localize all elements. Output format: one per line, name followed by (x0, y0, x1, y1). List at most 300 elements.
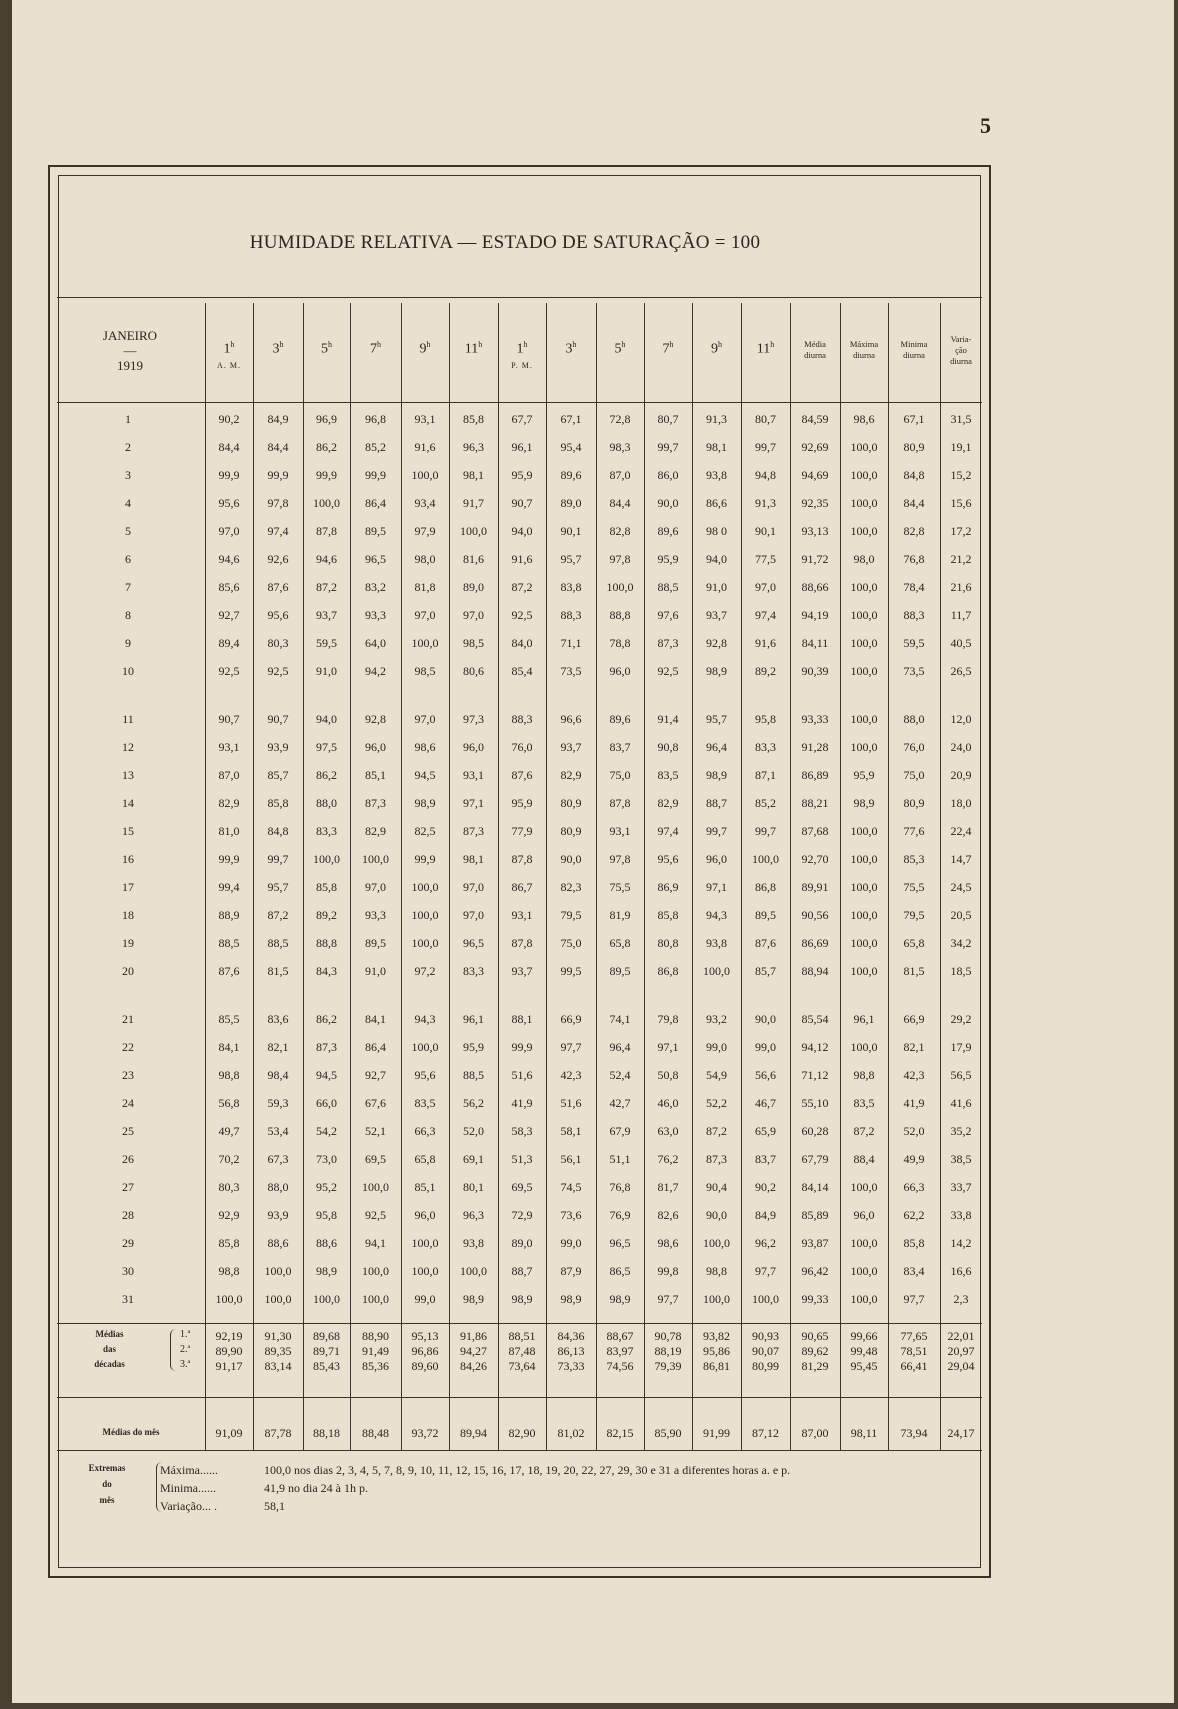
table-cell: 99,5 (560, 964, 582, 978)
table-cell: 100,0 (850, 1292, 878, 1306)
table-cell: 69,5 (511, 1180, 533, 1194)
table-cell: 92,5 (267, 664, 289, 678)
table-cell: 89,6 (560, 468, 582, 482)
table-cell: 100,0 (313, 852, 340, 866)
table-cell: 14,7 (950, 852, 972, 866)
table-cell: 99,9 (365, 468, 386, 482)
table-cell: 65,9 (755, 1124, 776, 1138)
table-cell: 70,2 (218, 1152, 240, 1166)
table-cell: 88,8 (316, 936, 337, 950)
table-cell: 94,6 (218, 552, 240, 566)
table-cell: 34,2 (950, 936, 972, 950)
table-cell: 97,1 (706, 880, 727, 894)
decade-label: 1.ª (180, 1329, 191, 1340)
table-cell: 100,0 (703, 1292, 730, 1306)
table-cell: 86,7 (511, 880, 533, 894)
table-cell: 92,7 (218, 608, 240, 622)
table-cell: 87,3 (706, 1152, 727, 1166)
decade-cell: 88,67 (606, 1329, 634, 1343)
table-cell: 92,8 (706, 636, 727, 650)
decade-cell: 87,48 (508, 1344, 536, 1358)
table-cell: 85,8 (267, 796, 289, 810)
table-cell: 85,8 (657, 908, 679, 922)
table-cell: 56,5 (950, 1068, 972, 1082)
table-cell: 29,2 (950, 1012, 972, 1026)
decade-cell: 84,36 (557, 1329, 585, 1343)
table-cell: 85,89 (801, 1208, 829, 1222)
table-cell: 97,0 (218, 524, 240, 538)
table-cell: 95,4 (560, 440, 582, 454)
table-cell: 100,0 (752, 852, 779, 866)
table-cell: 100,0 (411, 1236, 439, 1250)
table-cell: 85,7 (267, 768, 289, 782)
table-cell: 93,4 (414, 496, 436, 510)
header-hour-12 (741, 330, 790, 380)
table-cell: 93,7 (316, 608, 337, 622)
table-cell: 53,4 (267, 1124, 289, 1138)
table-cell: 52,4 (609, 1068, 631, 1082)
table-cell: 94,1 (365, 1236, 386, 1250)
table-cell: 100,0 (411, 1264, 439, 1278)
header-hour-10 (644, 330, 692, 380)
table-cell: 85,8 (316, 880, 337, 894)
table-cell: 85,7 (755, 964, 776, 978)
table-cell: 93,9 (267, 1208, 289, 1222)
month-average-cell: 82,15 (606, 1426, 634, 1440)
month-average-label: Médias do mês (102, 1427, 160, 1437)
table-cell: 21,6 (950, 580, 972, 594)
table-cell: 16,6 (950, 1264, 972, 1278)
table-cell: 56,6 (755, 1068, 776, 1082)
day-number: 18 (122, 908, 134, 922)
table-cell: 38,5 (950, 1152, 972, 1166)
table-cell: 51,6 (511, 1068, 533, 1082)
table-cell: 98,9 (609, 1292, 631, 1306)
table-cell: 89,0 (463, 580, 484, 594)
header-hour-2 (253, 330, 303, 380)
table-cell: 83,5 (853, 1096, 875, 1110)
table-cell: 89,0 (511, 1236, 533, 1250)
table-cell: 96,0 (853, 1208, 875, 1222)
table-cell: 76,9 (609, 1208, 631, 1222)
decade-cell: 20,97 (947, 1344, 975, 1358)
table-cell: 84,1 (218, 1040, 240, 1054)
header-hour-1 (205, 330, 253, 380)
day-number: 21 (122, 1012, 134, 1026)
table-cell: 99,9 (414, 852, 436, 866)
table-cell: 24,0 (950, 740, 972, 754)
table-cell: 92,70 (801, 852, 829, 866)
day-number: 27 (122, 1180, 134, 1194)
table-cell: 97,8 (609, 552, 631, 566)
header-top-rule (57, 297, 982, 298)
table-cell: 99,9 (218, 852, 240, 866)
decade-cell: 99,48 (850, 1344, 878, 1358)
table-cell: 95,7 (267, 880, 289, 894)
table-cell: 100,0 (850, 1264, 878, 1278)
table-cell: 46,0 (657, 1096, 679, 1110)
table-cell: 91,0 (316, 664, 337, 678)
table-cell: 15,6 (950, 496, 972, 510)
table-cell: 69,1 (463, 1152, 484, 1166)
table-cell: 95,2 (316, 1180, 337, 1194)
hour-label: 7$^h$ (370, 339, 381, 357)
table-cell: 93,33 (801, 712, 829, 726)
decade-cell: 91,86 (460, 1329, 487, 1343)
table-cell: 81,0 (218, 824, 240, 838)
table-cell: 98,1 (463, 852, 484, 866)
day-number: 19 (122, 936, 134, 950)
table-cell: 92,35 (801, 496, 829, 510)
day-number: 4 (125, 496, 131, 510)
table-cell: 100,0 (411, 880, 439, 894)
table-cell: 96,0 (609, 664, 631, 678)
hour-label: 1$^h$ (516, 339, 528, 357)
table-cell: 86,4 (365, 496, 386, 510)
table-cell: 66,9 (560, 1012, 582, 1026)
table-cell: 80,9 (903, 796, 925, 810)
table-cell: 100,0 (703, 1236, 730, 1250)
month-average-cell: 88,18 (313, 1426, 340, 1440)
table-cell: 100,0 (411, 1040, 439, 1054)
table-cell: 96,3 (463, 1208, 484, 1222)
table-cell: 40,5 (950, 636, 972, 650)
table-cell: 98,4 (267, 1068, 289, 1082)
table-cell: 90,0 (706, 1208, 727, 1222)
table-cell: 82,8 (609, 524, 631, 538)
table-cell: 83,8 (560, 580, 582, 594)
decade-cell: 91,30 (264, 1329, 292, 1343)
table-cell: 92,5 (218, 664, 240, 678)
decade-cell: 89,62 (801, 1344, 829, 1358)
table-cell: 83,2 (365, 580, 386, 594)
table-cell: 41,9 (511, 1096, 533, 1110)
table-cell: 89,4 (218, 636, 240, 650)
table-cell: 90,8 (657, 740, 679, 754)
header-hour-5 (401, 330, 449, 380)
table-cell: 87,2 (511, 580, 533, 594)
table-cell: 19,1 (950, 440, 972, 454)
decade-cell: 79,39 (654, 1359, 682, 1373)
table-cell: 99,0 (560, 1236, 582, 1250)
pm-label: P. M. (511, 361, 533, 371)
table-cell: 93,8 (463, 1236, 484, 1250)
table-cell: 83,3 (463, 964, 484, 978)
table-cell: 88,3 (903, 608, 925, 622)
table-cell: 82,9 (365, 824, 386, 838)
decade-cell: 96,86 (411, 1344, 439, 1358)
decade-cell: 90,93 (752, 1329, 779, 1343)
table-cell: 84,9 (267, 412, 289, 426)
table-cell: 87,68 (801, 824, 829, 838)
table-cell: 55,10 (801, 1096, 829, 1110)
table-cell: 20,5 (950, 908, 972, 922)
day-number: 8 (125, 608, 131, 622)
table-cell: 99,33 (801, 1292, 829, 1306)
table-cell: 84,8 (903, 468, 925, 482)
table-cell: 91,6 (414, 440, 436, 454)
table-cell: 85,6 (218, 580, 240, 594)
table-cell: 79,5 (560, 908, 582, 922)
table-cell: 87,0 (218, 768, 240, 782)
decade-cell: 84,26 (460, 1359, 487, 1373)
table-cell: 100,0 (850, 880, 878, 894)
table-cell: 97,7 (560, 1040, 582, 1054)
table-cell: 90,56 (801, 908, 829, 922)
table-cell: 81,5 (267, 964, 289, 978)
table-cell: 98 0 (706, 524, 727, 538)
table-cell: 97,0 (755, 580, 776, 594)
table-cell: 56,1 (560, 1152, 582, 1166)
table-cell: 95,7 (706, 712, 727, 726)
table-cell: 99,9 (511, 1040, 533, 1054)
decade-cell: 83,97 (606, 1344, 634, 1358)
table-cell: 93,1 (511, 908, 533, 922)
table-cell: 100,0 (362, 1180, 389, 1194)
table-cell: 96,0 (365, 740, 386, 754)
month-average-cell: 91,09 (215, 1426, 243, 1440)
decade-cell: 73,64 (508, 1359, 536, 1373)
table-cell: 85,8 (218, 1236, 240, 1250)
table-cell: 88,0 (903, 712, 925, 726)
table-cell: 83,6 (267, 1012, 289, 1026)
table-cell: 89,0 (560, 496, 582, 510)
decade-cell: 80,99 (752, 1359, 779, 1373)
table-cell: 67,7 (511, 412, 533, 426)
table-cell: 85,1 (365, 768, 386, 782)
table-cell: 98,6 (853, 412, 875, 426)
table-cell: 88,7 (511, 1264, 533, 1278)
decade-cell: 86,81 (703, 1359, 730, 1373)
table-cell: 88,4 (853, 1152, 875, 1166)
table-cell: 84,59 (801, 412, 829, 426)
table-cell: 97,6 (657, 608, 679, 622)
decade-cell: 89,90 (215, 1344, 243, 1358)
table-cell: 87,3 (463, 824, 484, 838)
table-cell: 88,94 (801, 964, 829, 978)
table-cell: 84,4 (267, 440, 289, 454)
table-cell: 97,0 (463, 608, 484, 622)
table-cell: 100,0 (411, 636, 439, 650)
table-cell: 97,0 (463, 880, 484, 894)
table-cell: 76,8 (609, 1180, 631, 1194)
table-cell: 97,2 (414, 964, 436, 978)
table-cell: 88,5 (463, 1068, 484, 1082)
decades-top-rule (57, 1323, 982, 1324)
table-cell: 88,1 (511, 1012, 533, 1026)
table-cell: 51,1 (609, 1152, 631, 1166)
table-cell: 98,8 (853, 1068, 875, 1082)
table-cell: 92,5 (365, 1208, 386, 1222)
table-cell: 96,4 (609, 1040, 631, 1054)
decade-cell: 89,60 (411, 1359, 439, 1373)
table-cell: 89,5 (365, 524, 386, 538)
table-cell: 12,0 (950, 712, 972, 726)
table-cell: 100,0 (752, 1292, 779, 1306)
table-cell: 84,9 (755, 1208, 776, 1222)
table-cell: 66,0 (316, 1096, 337, 1110)
table-cell: 97,7 (755, 1264, 776, 1278)
day-number: 14 (122, 796, 134, 810)
table-cell: 88,66 (801, 580, 829, 594)
table-cell: 100,0 (850, 496, 878, 510)
table-cell: 99,9 (316, 468, 337, 482)
table-cell: 97,0 (463, 908, 484, 922)
table-cell: 90,2 (218, 412, 240, 426)
table-cell: 98,9 (511, 1292, 533, 1306)
table-cell: 95,9 (511, 468, 533, 482)
hour-label: 9$^h$ (711, 339, 722, 357)
table-cell: 89,5 (609, 964, 631, 978)
table-cell: 78,4 (903, 580, 925, 594)
table-cell: 96,5 (609, 1236, 631, 1250)
decades-brace (170, 1329, 179, 1371)
table-cell: 93,7 (511, 964, 533, 978)
table-cell: 62,2 (903, 1208, 925, 1222)
day-number: 1 (125, 412, 131, 426)
table-cell: 49,9 (903, 1152, 925, 1166)
header-hour-7 (498, 330, 546, 380)
table-cell: 100,0 (362, 1264, 389, 1278)
table-cell: 100,0 (850, 1236, 878, 1250)
table-cell: 75,5 (609, 880, 631, 894)
decade-cell: 95,13 (411, 1329, 439, 1343)
table-cell: 54,9 (706, 1068, 727, 1082)
table-cell: 96,1 (853, 1012, 875, 1026)
table-cell: 88,0 (267, 1180, 289, 1194)
table-cell: 82,1 (903, 1040, 925, 1054)
decade-cell: 92,19 (215, 1329, 243, 1343)
table-cell: 66,3 (414, 1124, 436, 1138)
day-number: 16 (122, 852, 134, 866)
table-cell: 100,0 (850, 936, 878, 950)
table-cell: 93,8 (706, 468, 727, 482)
table-cell: 100,0 (411, 936, 439, 950)
table-cell: 97,8 (267, 496, 289, 510)
table-cell: 97,0 (414, 608, 436, 622)
table-cell: 93,1 (463, 768, 484, 782)
header-hour-6 (449, 330, 498, 380)
table-cell: 95,6 (414, 1068, 436, 1082)
month-average-cell: 24,17 (947, 1426, 975, 1440)
table-cell: 59,3 (267, 1096, 289, 1110)
table-cell: 66,3 (903, 1180, 925, 1194)
table-cell: 95,6 (267, 608, 289, 622)
header-dash: — (123, 342, 137, 358)
decade-cell: 22,01 (947, 1329, 975, 1343)
table-cell: 84,11 (801, 636, 829, 650)
table-cell: 96,3 (463, 440, 484, 454)
table-cell: 98,9 (706, 664, 727, 678)
header-bottom-rule (57, 402, 982, 403)
table-cell: 46,7 (755, 1096, 776, 1110)
table-cell: 100,0 (215, 1292, 243, 1306)
table-cell: 88,5 (267, 936, 289, 950)
table-cell: 82,9 (218, 796, 240, 810)
table-cell: 94,2 (365, 664, 386, 678)
decade-cell: 73,33 (557, 1359, 585, 1373)
table-cell: 89,2 (755, 664, 776, 678)
table-cell: 14,2 (950, 1236, 972, 1250)
table-cell: 100,0 (362, 852, 389, 866)
table-cell: 98,9 (316, 1264, 337, 1278)
table-cell: 82,3 (560, 880, 582, 894)
extreme-text: 58,1 (264, 1499, 285, 1513)
day-number: 9 (125, 636, 131, 650)
table-cell: 86,69 (801, 936, 829, 950)
table-cell: 97,1 (657, 1040, 679, 1054)
table-cell: 88,5 (657, 580, 679, 594)
extreme-label: Variação... . (160, 1499, 217, 1513)
table-cell: 18,5 (950, 964, 972, 978)
table-cell: 80,9 (560, 824, 582, 838)
table-cell: 91,7 (463, 496, 484, 510)
table-cell: 96,0 (706, 852, 727, 866)
decade-cell: 88,19 (654, 1344, 682, 1358)
table-cell: 56,8 (218, 1096, 240, 1110)
table-cell: 2,3 (953, 1292, 969, 1306)
table-cell: 93,9 (267, 740, 289, 754)
header-year: 1919 (117, 357, 143, 373)
table-cell: 97,9 (414, 524, 436, 538)
table-cell: 87,3 (657, 636, 679, 650)
table-cell: 96,42 (801, 1264, 829, 1278)
table-cell: 94,0 (316, 712, 337, 726)
table-cell: 67,6 (365, 1096, 386, 1110)
table-cell: 84,0 (511, 636, 533, 650)
table-cell: 93,1 (609, 824, 631, 838)
extremes-label: Extremas do mês (88, 1463, 126, 1505)
table-cell: 77,5 (755, 552, 776, 566)
table-cell: 100,0 (850, 580, 878, 594)
table-cell: 98,5 (463, 636, 484, 650)
table-cell: 59,5 (316, 636, 337, 650)
table-cell: 97,4 (657, 824, 679, 838)
table-cell: 56,2 (463, 1096, 484, 1110)
table-cell: 87,0 (609, 468, 631, 482)
day-number: 5 (125, 524, 131, 538)
table-cell: 92,8 (365, 712, 386, 726)
table-cell: 72,8 (609, 412, 631, 426)
month-average-cell: 89,94 (460, 1426, 487, 1440)
header-hour-8 (546, 330, 596, 380)
table-cell: 90,4 (706, 1180, 727, 1194)
table-cell: 91,6 (511, 552, 533, 566)
month-average-cell: 91,99 (703, 1426, 730, 1440)
month-average-cell: 88,48 (362, 1426, 389, 1440)
table-cell: 87,3 (316, 1040, 337, 1054)
table-cell: 66,9 (903, 1012, 925, 1026)
table-cell: 98,9 (414, 796, 436, 810)
table-cell: 86,2 (316, 440, 337, 454)
table-cell: 91,72 (801, 552, 829, 566)
table-cell: 83,5 (657, 768, 679, 782)
table-cell: 87,8 (316, 524, 337, 538)
day-number: 25 (122, 1124, 134, 1138)
decade-cell: 77,65 (900, 1329, 928, 1343)
table-cell: 54,2 (316, 1124, 337, 1138)
table-cell: 98,9 (853, 796, 875, 810)
table-cell: 83,7 (755, 1152, 776, 1166)
table-cell: 94,0 (511, 524, 533, 538)
table-cell: 33,8 (950, 1208, 972, 1222)
table-cell: 88,6 (316, 1236, 337, 1250)
decade-cell: 86,13 (557, 1344, 585, 1358)
table-cell: 100,0 (313, 1292, 340, 1306)
table-cell: 93,1 (414, 412, 436, 426)
table-cell: 59,5 (903, 636, 925, 650)
day-number: 31 (122, 1292, 134, 1306)
